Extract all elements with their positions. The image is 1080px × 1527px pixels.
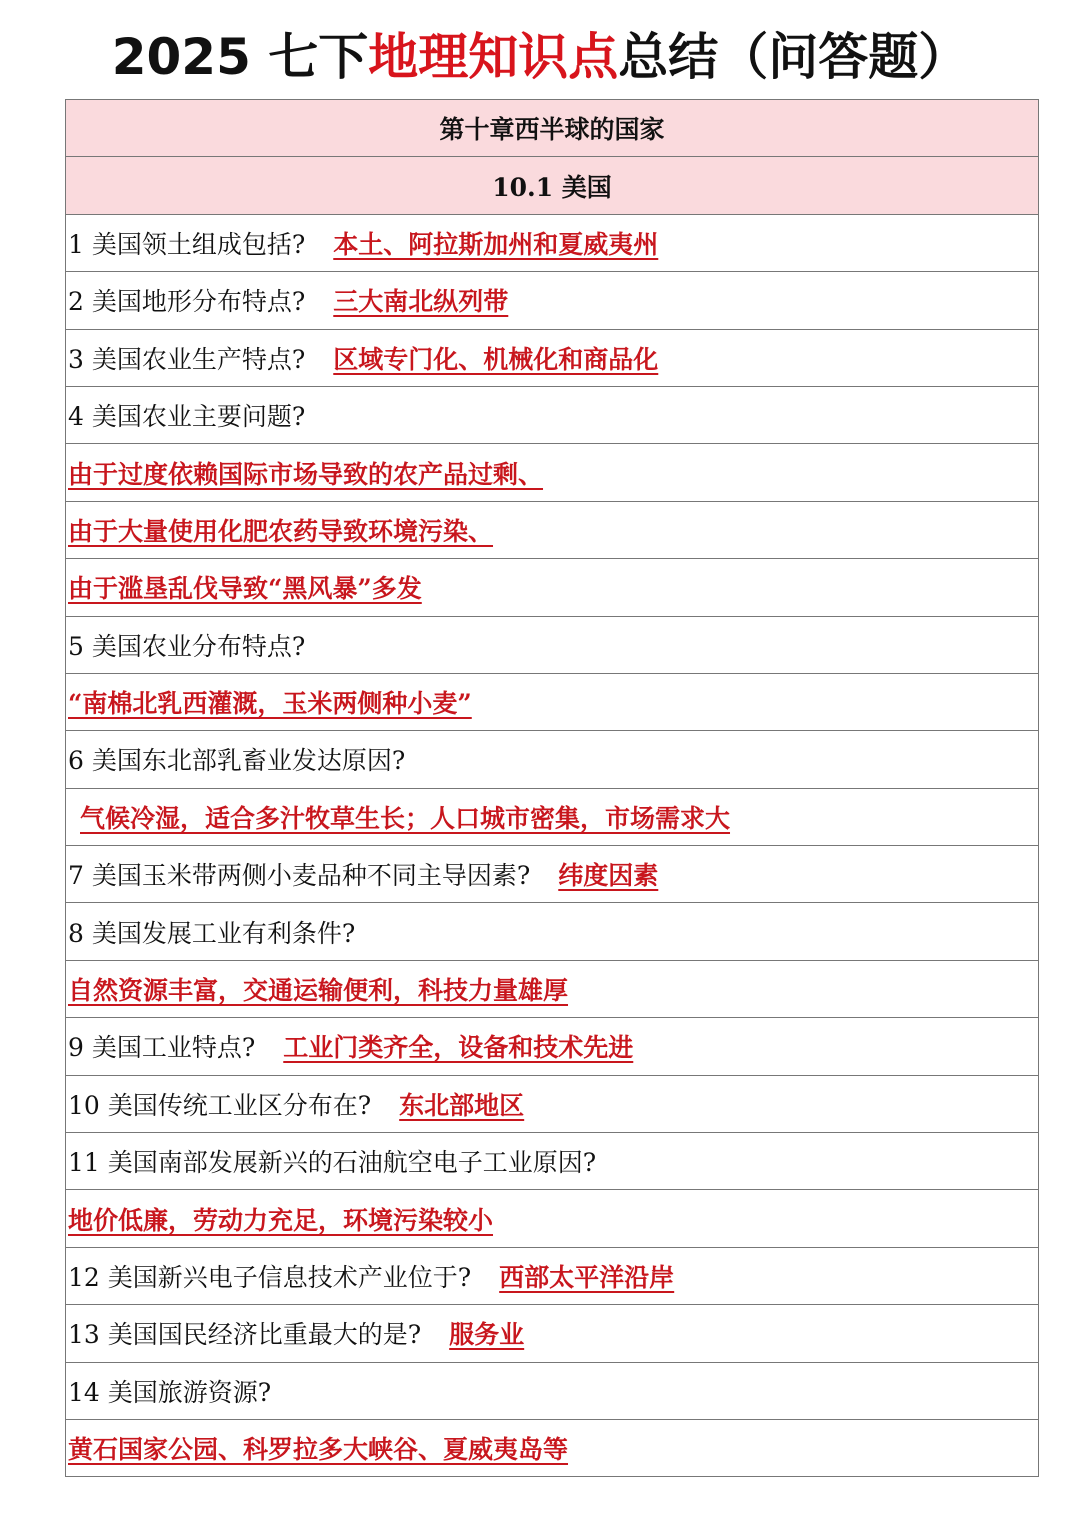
page-title — [0, 22, 1080, 92]
question-text: 9 美国工业特点? — [68, 1033, 256, 1063]
question-text: 10 美国传统工业区分布在? — [68, 1090, 372, 1120]
answer-text: 黄石国家公园、科罗拉多大峡谷、夏威夷岛等 — [68, 1435, 569, 1465]
qa-row — [66, 903, 1038, 960]
qa-row — [66, 1190, 1038, 1247]
title-highlight: 地理知识点 — [368, 28, 619, 86]
answer-text: 工业门类齐全，设备和技术先进 — [283, 1033, 634, 1063]
question-text: 5 美国农业分布特点? — [68, 631, 306, 661]
question-text: 6 美国东北部乳畜业发达原因? — [68, 746, 406, 776]
answer-text: 纬度因素 — [558, 861, 659, 891]
answer-text: 服务业 — [449, 1320, 525, 1350]
answer-text: 由于过度依赖国际市场导致的农产品过剩、 — [68, 459, 544, 489]
qa-row — [66, 1363, 1038, 1420]
qa-rows — [66, 215, 1038, 1478]
answer-text: 东北部地区 — [399, 1090, 525, 1120]
chapter-heading — [66, 100, 1038, 157]
qa-row — [66, 789, 1038, 846]
qa-row — [66, 846, 1038, 903]
qa-row — [66, 330, 1038, 387]
question-text: 4 美国农业主要问题? — [68, 402, 306, 432]
answer-text: 三大南北纵列带 — [333, 287, 509, 317]
question-text: 12 美国新兴电子信息技术产业位于? — [68, 1263, 472, 1292]
question-text: 7 美国玉米带两侧小麦品种不同主导因素? — [68, 861, 531, 891]
qa-row — [66, 617, 1038, 674]
answer-text: “南棉北乳西灌溉，玉米两侧种小麦” — [68, 689, 472, 719]
qa-row — [66, 559, 1038, 616]
qa-row — [66, 502, 1038, 559]
qa-row — [66, 1248, 1038, 1305]
answer-text: 地价低廉，劳动力充足，环境污染较小 — [68, 1205, 494, 1235]
answer-text: 区域专门化、机械化和商品化 — [333, 344, 659, 374]
qa-row — [66, 731, 1038, 788]
qa-row — [66, 215, 1038, 272]
question-text: 14 美国旅游资源? — [68, 1377, 272, 1407]
title-prefix: 2025 七下 — [111, 28, 369, 86]
answer-text: 自然资源丰富，交通运输便利，科技力量雄厚 — [68, 976, 569, 1006]
qa-row — [66, 444, 1038, 501]
question-text: 1 美国领土组成包括? — [68, 229, 306, 259]
qa-row — [66, 1018, 1038, 1075]
section-title: 10.1 美国 — [492, 172, 612, 202]
qa-row — [66, 674, 1038, 731]
qa-table — [65, 99, 1039, 1477]
answer-text: 西部太平洋沿岸 — [499, 1263, 675, 1292]
answer-text: 本土、阿拉斯加州和夏威夷州 — [333, 229, 659, 259]
qa-row — [66, 1305, 1038, 1362]
question-text: 3 美国农业生产特点? — [68, 344, 306, 374]
question-text: 13 美国国民经济比重最大的是? — [68, 1320, 422, 1350]
question-text: 2 美国地形分布特点? — [68, 287, 306, 317]
qa-row — [66, 1076, 1038, 1133]
answer-text: 由于大量使用化肥农药导致环境污染、 — [68, 516, 494, 546]
section-heading — [66, 157, 1038, 214]
answer-text: 由于滥垦乱伐导致“黑风暴”多发 — [68, 574, 422, 604]
question-text: 8 美国发展工业有利条件? — [68, 918, 356, 948]
chapter-title: 第十章西半球的国家 — [439, 115, 665, 145]
qa-row — [66, 1420, 1038, 1477]
answer-text: 气候冷湿，适合多汁牧草生长；人口城市密集，市场需求大 — [80, 803, 731, 833]
title-suffix: 总结（问答题） — [618, 28, 969, 86]
qa-row — [66, 272, 1038, 329]
question-text: 11 美国南部发展新兴的石油航空电子工业原因? — [68, 1148, 597, 1178]
qa-row — [66, 961, 1038, 1018]
qa-row — [66, 387, 1038, 444]
qa-row — [66, 1133, 1038, 1190]
